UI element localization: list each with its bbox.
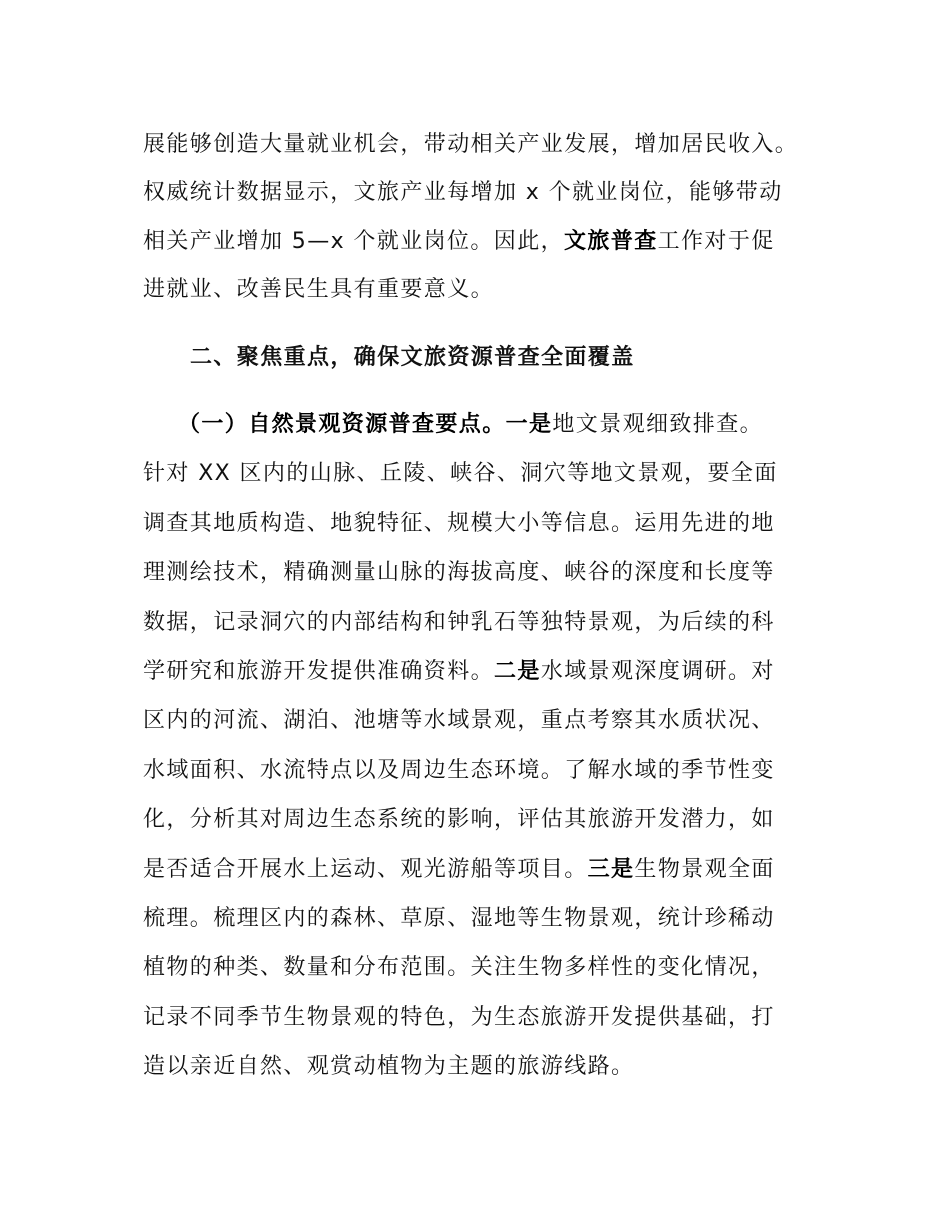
section-paragraph-line — [143, 953, 775, 983]
section-paragraph-line — [143, 1052, 634, 1082]
text-segment: 水域景观深度调研。对 — [540, 659, 775, 684]
text-segment: 化，分析其对周边生态系统的影响，评估其旅游开发潜力，如 — [143, 807, 775, 833]
text-segment: 针对 XX 区内的山脉、丘陵、峡谷、洞穴等地文景观，要全面 — [143, 461, 778, 487]
section-paragraph-line — [143, 657, 775, 687]
section-paragraph-line — [143, 459, 778, 489]
text-segment: 理测绘技术，精确测量山脉的海拔高度、峡谷的深度和长度等 — [143, 560, 775, 586]
text-segment: 植物的种类、数量和分布范围。关注生物多样性的变化情况， — [143, 955, 775, 981]
text-segment: 生物景观全面 — [634, 856, 775, 882]
bold-text-segment: 三是 — [587, 856, 635, 882]
section-heading: 二、聚焦重点，确保文旅资源普查全面覆盖 — [190, 345, 635, 370]
text-segment: 学研究和旅游开发提供准确资料。 — [143, 659, 495, 684]
section-paragraph-line — [143, 1003, 775, 1033]
text-segment: 记录不同季节生物景观的特色，为生态旅游开发提供基础，打 — [143, 1004, 775, 1030]
intro-paragraph-line — [143, 130, 798, 160]
text-segment: 展能够创造大量就业机会，带动相关产业发展，增加居民收入。 — [143, 132, 799, 157]
intro-paragraph-line — [143, 178, 783, 208]
text-segment: 地文景观细致排查。 — [552, 412, 764, 437]
intro-paragraph-line — [143, 227, 775, 257]
text-segment: 权威统计数据显示，文旅产业每增加 x 个就业岗位，能够带动 — [143, 180, 783, 206]
text-segment: 水域面积、水流特点以及周边生态环境。了解水域的季节性变 — [143, 757, 775, 783]
text-segment: 相关产业增加 5—x 个就业岗位。因此， — [143, 228, 565, 254]
section-paragraph-line — [143, 904, 775, 934]
section-paragraph-line — [143, 608, 775, 638]
text-segment: 区内的河流、湖泊、池塘等水域景观，重点考察其水质状况、 — [143, 708, 775, 734]
text-segment: 调查其地质构造、地貌特征、规模大小等信息。运用先进的地 — [143, 510, 775, 536]
text-segment: 进就业、改善民生具有重要意义。 — [143, 277, 495, 303]
section-paragraph-line — [143, 706, 775, 736]
text-segment: 梳理。梳理区内的森林、草原、湿地等生物景观，统计珍稀动 — [143, 906, 775, 931]
section-paragraph-line — [143, 805, 775, 835]
bold-text-segment: 文旅普查 — [564, 228, 658, 254]
text-segment: 工作对于促 — [657, 228, 775, 254]
section-paragraph-line — [143, 855, 775, 885]
section-paragraph-line — [143, 558, 775, 588]
section-paragraph-line — [143, 509, 775, 539]
text-segment: 数据，记录洞穴的内部结构和钟乳石等独特景观，为后续的科 — [143, 609, 775, 635]
text-segment: 造以亲近自然、观赏动植物为主题的旅游线路。 — [143, 1054, 635, 1080]
text-segment: 是否适合开展水上运动、观光游船等项目。 — [143, 856, 588, 882]
bold-text-segment: 二是 — [494, 659, 541, 684]
intro-paragraph-line — [143, 275, 494, 305]
bold-text-segment: （一）自然景观资源普查要点。一是 — [178, 412, 553, 437]
section-paragraph-line — [178, 410, 763, 440]
section-paragraph-line — [143, 756, 775, 786]
